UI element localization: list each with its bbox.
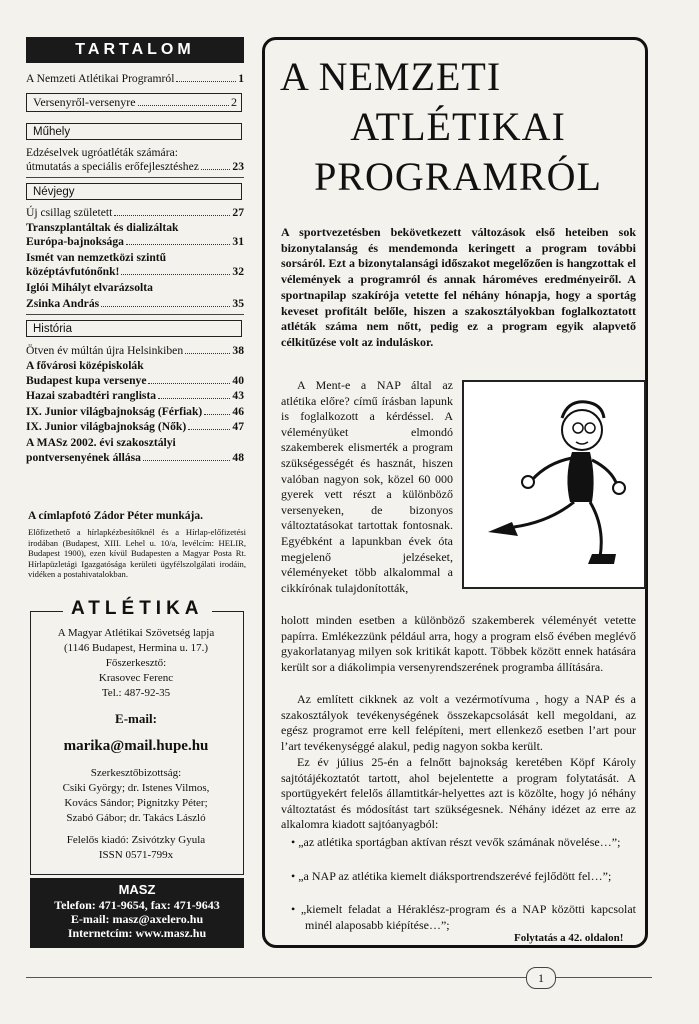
continued-note: Folytatás a 42. oldalon! (514, 932, 624, 944)
headline-line: A NEMZETI (280, 54, 502, 99)
board-label: Szerkesztőbizottság: (90, 767, 182, 779)
board-line: Szabó Gábor; dr. Takács László (66, 812, 206, 824)
masthead-line: (1146 Budapest, Hermina u. 17.) (63, 642, 209, 654)
article-paragraph: A Ment-e a NAP által az atlétika előre? című írásban lapunk is foglalkozott a kérdéssel. A véleményüket elmondó szakemberek elismerték a program szükségességét és hasznát, hiszen valóban nagyon sok, közel 60 000 gyerek vett részt a különböző versenyeken, de bizonyos változtatásokat tartottak fontosnak. Egyébként a lapunkban évek óta megjelenő jelzéseket, véleményeket több alkalommal a cikkírónak tulajdonították, (281, 378, 453, 595)
section-label-historia: História (26, 320, 242, 337)
toc-item-line1: Edzéselvek ugróatléták számára: (26, 146, 178, 159)
masz-web[interactable]: Internetcím: www.masz.hu (67, 926, 207, 940)
divider (26, 314, 244, 315)
article-paragraph: Ez év július 25-én a felnőtt bajnokság keretében Köpf Károly sajtótájékoztatót tartott, ahol bejelentette a program folytatását. A sportügyekért felelős államtitkár-helyettes azt is közölte, hogy jó néhány változtatást és módosítást tart szükségesnek. Néhány idézet az erre az alkalomra kiadott sajtóanyagból: (281, 755, 636, 832)
masz-contact-box (30, 878, 244, 948)
section-label-nevjegy: Névjegy (26, 183, 242, 200)
toc-heading: TARTALOM (26, 37, 244, 63)
article-paragraph: holott minden esetben a különböző szakemberek véleményét vetette papírra. Emlékezzünk például arra, hogy a program első évében meglévő gyakorlatanyag milyen sok kritikát kapott. Többek között ennek hatására került sor a diákolimpia versenyrendszerének programba állítására. (281, 613, 636, 674)
toc-item-line1: A MASz 2002. évi szakosztályi (26, 436, 176, 449)
board-line: Kovács Sándor; Pignitzky Péter; (64, 797, 208, 809)
masz-email[interactable]: E-mail: masz@axelero.hu (70, 912, 204, 926)
runner-cartoon-icon (464, 382, 644, 587)
toc-item[interactable]: IX. Junior világbajnokság (Nők) 47 (26, 420, 244, 433)
email-label: E-mail: (115, 711, 157, 726)
headline-line: ATLÉTIKAI (350, 104, 566, 149)
masthead-title: ATLÉTIKA (63, 597, 212, 621)
toc-item[interactable]: középtávfutónőnk! 32 (26, 265, 244, 278)
toc-item[interactable]: A Nemzeti Atlétikai Programról 1 (26, 72, 244, 85)
section-label-muhely: Műhely (26, 123, 242, 140)
quote-bullet: • „az atlétika sportágban aktívan részt vevők számának növelése…”; (291, 835, 621, 849)
toc-item[interactable]: pontversenyének állása 48 (26, 451, 244, 464)
publisher: Felelős kiadó: Zsivótzky Gyula (66, 834, 206, 846)
toc-item[interactable]: útmutatás a speciális erőfejlesztéshez 23 (26, 160, 244, 173)
divider (26, 177, 244, 178)
toc-item-line1: A fővárosi középiskolák (26, 359, 144, 372)
subscription-note: Előfizethető a hírlapkézbesítőknél és a Hírlap-előfizetési irodában (Budapest, XIII. Lehel u. 10/a, levélcím: HELIR, Budapest 1900), ezen kívül Budapesten a Magyar Posta Rt. Hírlapüzletági Igazgatósága kerületi ügyfélszolgálati irodáin, vidéken a postahivatalokban. (28, 527, 246, 580)
issn: ISSN 0571-799x (98, 849, 174, 861)
board-line: Csiki György; dr. Istenes Vilmos, (62, 782, 210, 794)
toc-item[interactable]: IX. Junior világbajnokság (Férfiak) 46 (26, 405, 244, 418)
masthead-line: Tel.: 487-92-35 (101, 687, 171, 699)
toc-item-line1: Transzplantáltak és dializáltak (26, 221, 179, 234)
article-paragraph: Az említett cikknek az volt a vezérmotívuma , hogy a NAP és a szakosztályok tevékenységének összekapcsolását kell megoldani, az egész programot erre kell felépíteni, mert ellenkező esetben l’art pour l’art tevékenységgé alakul, pedig nagyon sokba került. (281, 692, 636, 753)
email-link[interactable]: marika@mail.hupe.hu (63, 738, 209, 754)
page-number: 1 (526, 967, 556, 989)
toc-item[interactable]: Ötven év múltán újra Helsinkiben 38 (26, 344, 244, 357)
headline-line: PROGRAMRÓL (314, 154, 602, 199)
cover-photo-credit: A címlapfotó Zádor Péter munkája. (28, 510, 203, 522)
toc-item[interactable]: Új csillag született 27 (26, 206, 244, 219)
toc-item-line1: Ismét van nemzetközi szintű (26, 251, 167, 264)
masz-name: MASZ (118, 882, 156, 897)
masz-phone: Telefon: 471-9654, fax: 471-9643 (54, 898, 220, 912)
masthead-line: Főszerkesztő: (105, 657, 167, 669)
toc-item-line1: Iglói Mihályt elvarázsolta (26, 281, 153, 294)
toc-item[interactable]: Zsinka András 35 (26, 297, 244, 310)
article-headline (278, 52, 638, 202)
runner-illustration (462, 380, 646, 589)
quote-bullet: • „kiemelt feladat a Héraklész-program és a NAP közötti kapcsolat minél alaposabb kiépítése…”; (291, 902, 637, 932)
footer-rule (26, 977, 652, 978)
masthead-line: A Magyar Atlétikai Szövetség lapja (57, 627, 215, 639)
toc-item[interactable]: Versenyről-versenyre 2 (26, 93, 242, 112)
article-lead: A sportvezetésben bekövetkezett változások első heteiben sok bizonytalanság és mendemonda keringett a program további sorsáról. Ezt a bizonytalansági időszakot megelőzően is hangzottak el vélemények a programról és annak hároméves eredményeiről. A sportnapilap szakírója vetette fel néhány hónapja, hogy a sportág keveset profitált belőle, hiszen a szakosztályokban foglalkoztatott atléták száma nem nőtt, pedig ez a program egyik alapvető célkitűzése volt az induláskor. (281, 225, 636, 349)
toc-item[interactable]: Budapest kupa versenye 40 (26, 374, 244, 387)
toc-item[interactable]: Hazai szabadtéri ranglista 43 (26, 389, 244, 402)
quote-bullet: • „a NAP az atlétika kiemelt diáksportrendszerévé fejlődött fel…”; (291, 869, 612, 883)
masthead-line: Krasovec Ferenc (98, 672, 174, 684)
toc-item[interactable]: Európa-bajnoksága 31 (26, 235, 244, 248)
